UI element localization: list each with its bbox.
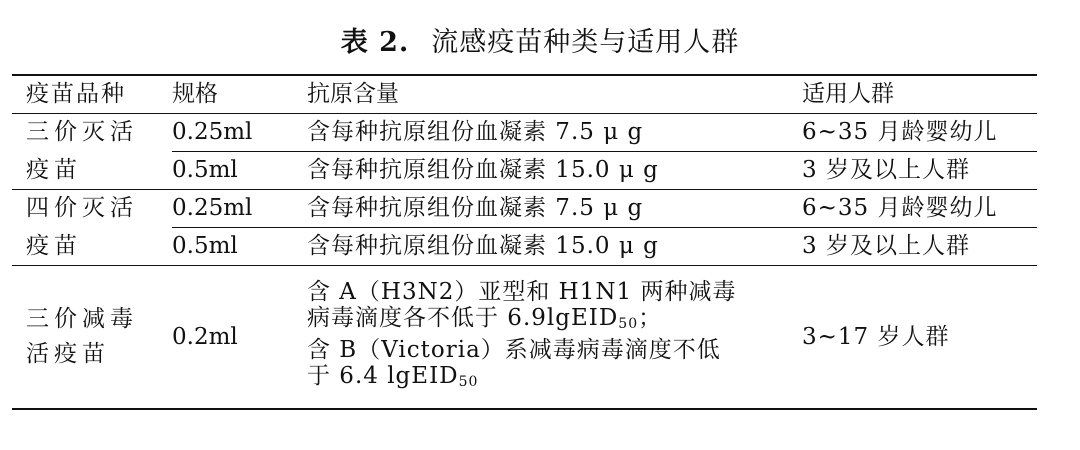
vaccine-table [12,74,1037,410]
antigen-cell: 含每种抗原组份血凝素 15.0 μ g [307,227,802,265]
antigen-subscript: 50 [618,315,639,332]
table-caption: 流感疫苗种类与适用人群 [431,27,740,58]
group-cell: 6~35 月龄婴幼儿 [802,119,998,145]
spec-cell: 0.25ml [172,119,253,145]
header-row [12,75,1037,113]
vaccine-type-line2: 活疫苗 [26,340,110,367]
antigen-cell: 含每种抗原组份血凝素 7.5 μ g [307,119,644,145]
antigen-text: 病毒滴度各不低于 6.9lgEID [307,304,619,331]
table-row [12,151,1037,189]
table-row [12,265,1037,409]
vaccine-type-line1: 四价灭活 [12,189,172,227]
antigen-line: 含 A（H3N2）亚型和 H1N1 两种减毒 [307,278,737,305]
antigen-line: 含 B（Victoria）系减毒病毒滴度不低 [307,336,721,363]
group-cell: 3 岁及以上人群 [802,227,1037,265]
antigen-text: ； [638,304,663,331]
table-row [12,113,1037,151]
table-number: 表 2. [340,27,410,58]
antigen-cell: 含每种抗原组份血凝素 7.5 μ g [307,189,802,227]
vaccine-type-line1: 三价减毒 [26,305,138,332]
spec-cell: 0.5ml [172,151,307,189]
header-target-group: 适用人群 [802,75,1037,113]
header-vaccine-type: 疫苗品种 [12,75,172,113]
header-antigen: 抗原含量 [307,75,802,113]
spec-cell: 0.2ml [172,265,307,409]
table-row [12,227,1037,265]
antigen-cell [307,265,802,409]
group-cell: 3~17 岁人群 [802,265,1037,409]
group-cell: 6~35 月龄婴幼儿 [802,189,1037,227]
antigen-subscript: 50 [458,373,479,390]
vaccine-type-cell [12,265,172,409]
spec-cell: 0.25ml [172,189,307,227]
antigen-text: 于 6.4 lgEID [307,362,459,389]
table-row [12,189,1037,227]
vaccine-type-line2: 疫苗 [26,232,82,259]
group-cell: 3 岁及以上人群 [802,151,1037,189]
antigen-line [307,363,802,395]
spec-cell: 0.5ml [172,227,307,265]
vaccine-type-line1: 三价灭活 [26,119,138,146]
header-spec: 规格 [172,75,307,113]
antigen-line [307,305,802,337]
antigen-cell: 含每种抗原组份血凝素 15.0 μ g [307,151,802,189]
vaccine-type-line2: 疫苗 [26,156,82,183]
table-title [0,26,1080,60]
